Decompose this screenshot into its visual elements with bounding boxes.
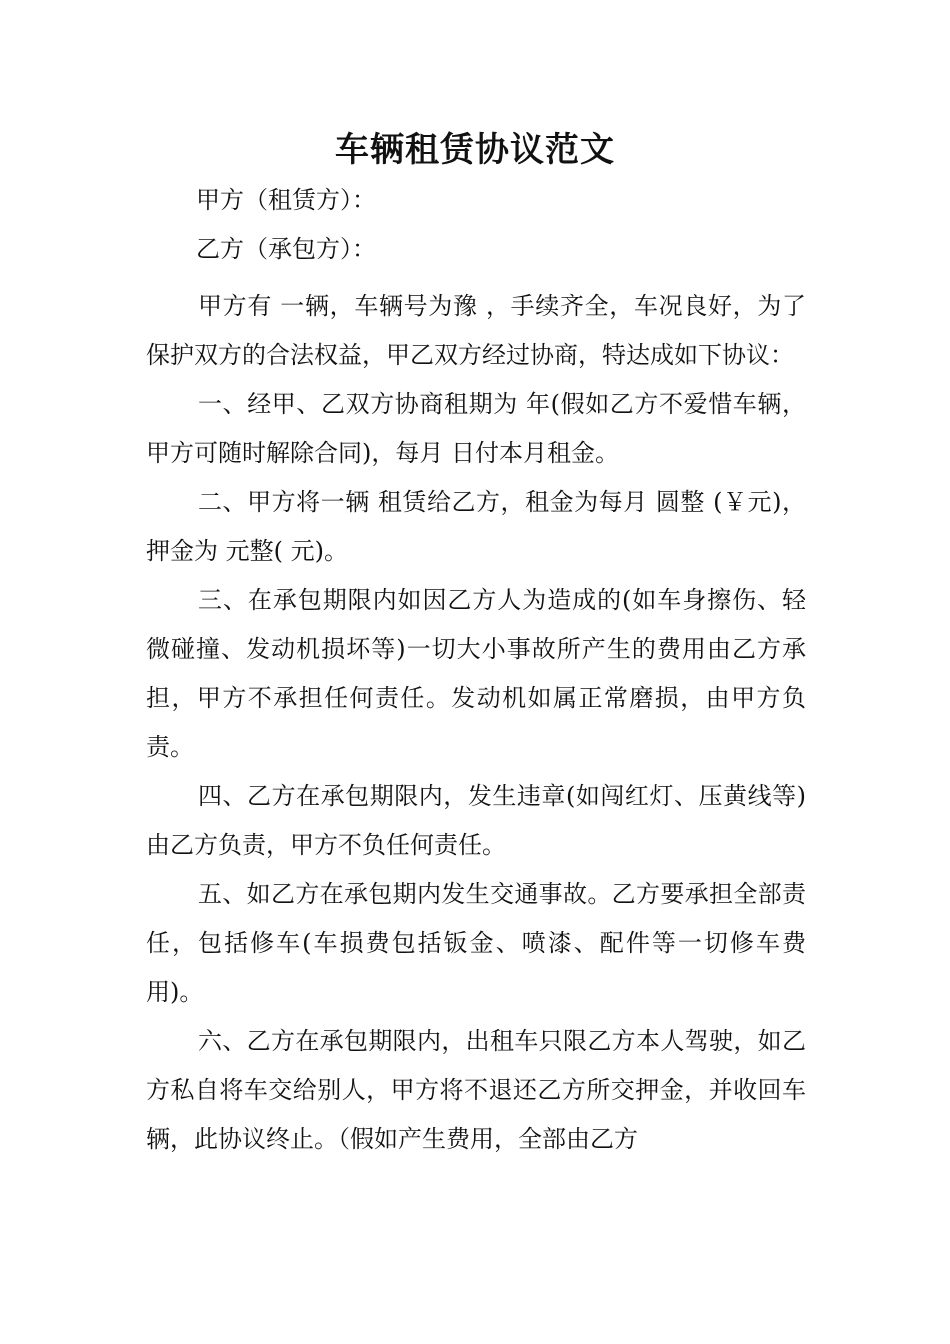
paragraph-clause-4: 四、乙方在承包期限内，发生违章(如闯红灯、压黄线等)由乙方负责，甲方不负任何责任。 bbox=[146, 782, 806, 859]
paragraph-clause-1: 一、经甲、乙双方协商租期为 年(假如乙方不爱惜车辆，甲方可随时解除合同)，每月 日付本月租金。 bbox=[146, 390, 806, 467]
party-b-line: 乙方（承包方）： bbox=[196, 235, 376, 263]
paragraph-clause-5: 五、如乙方在承包期内发生交通事故。乙方要承担全部责任，包括修车(车损费包括钣金、喷漆、配件等一切修车费用)。 bbox=[146, 880, 806, 1006]
paragraph-intro: 甲方有 一辆，车辆号为豫 ，手续齐全，车况良好，为了保护双方的合法权益，甲乙双方经过协商，特达成如下协议： bbox=[146, 292, 806, 369]
paragraph-clause-3: 三、在承包期限内如因乙方人为造成的(如车身擦伤、轻微碰撞、发动机损坏等)一切大小事故所产生的费用由乙方承担，甲方不承担任何责任。发动机如属正常磨损，由甲方负责。 bbox=[146, 586, 806, 761]
party-a-line: 甲方（租赁方）： bbox=[196, 186, 376, 214]
paragraph-clause-2: 二、甲方将一辆 租赁给乙方，租金为每月 圆整 (￥元)，押金为 元整( 元)。 bbox=[146, 488, 806, 565]
agreement-body bbox=[146, 282, 806, 1164]
paragraph-clause-6: 六、乙方在承包期限内，出租车只限乙方本人驾驶，如乙方私自将车交给别人，甲方将不退还乙方所交押金，并收回车辆，此协议终止。（假如产生费用，全部由乙方 bbox=[146, 1027, 806, 1153]
document-title: 车辆租赁协议范文 bbox=[335, 130, 615, 170]
